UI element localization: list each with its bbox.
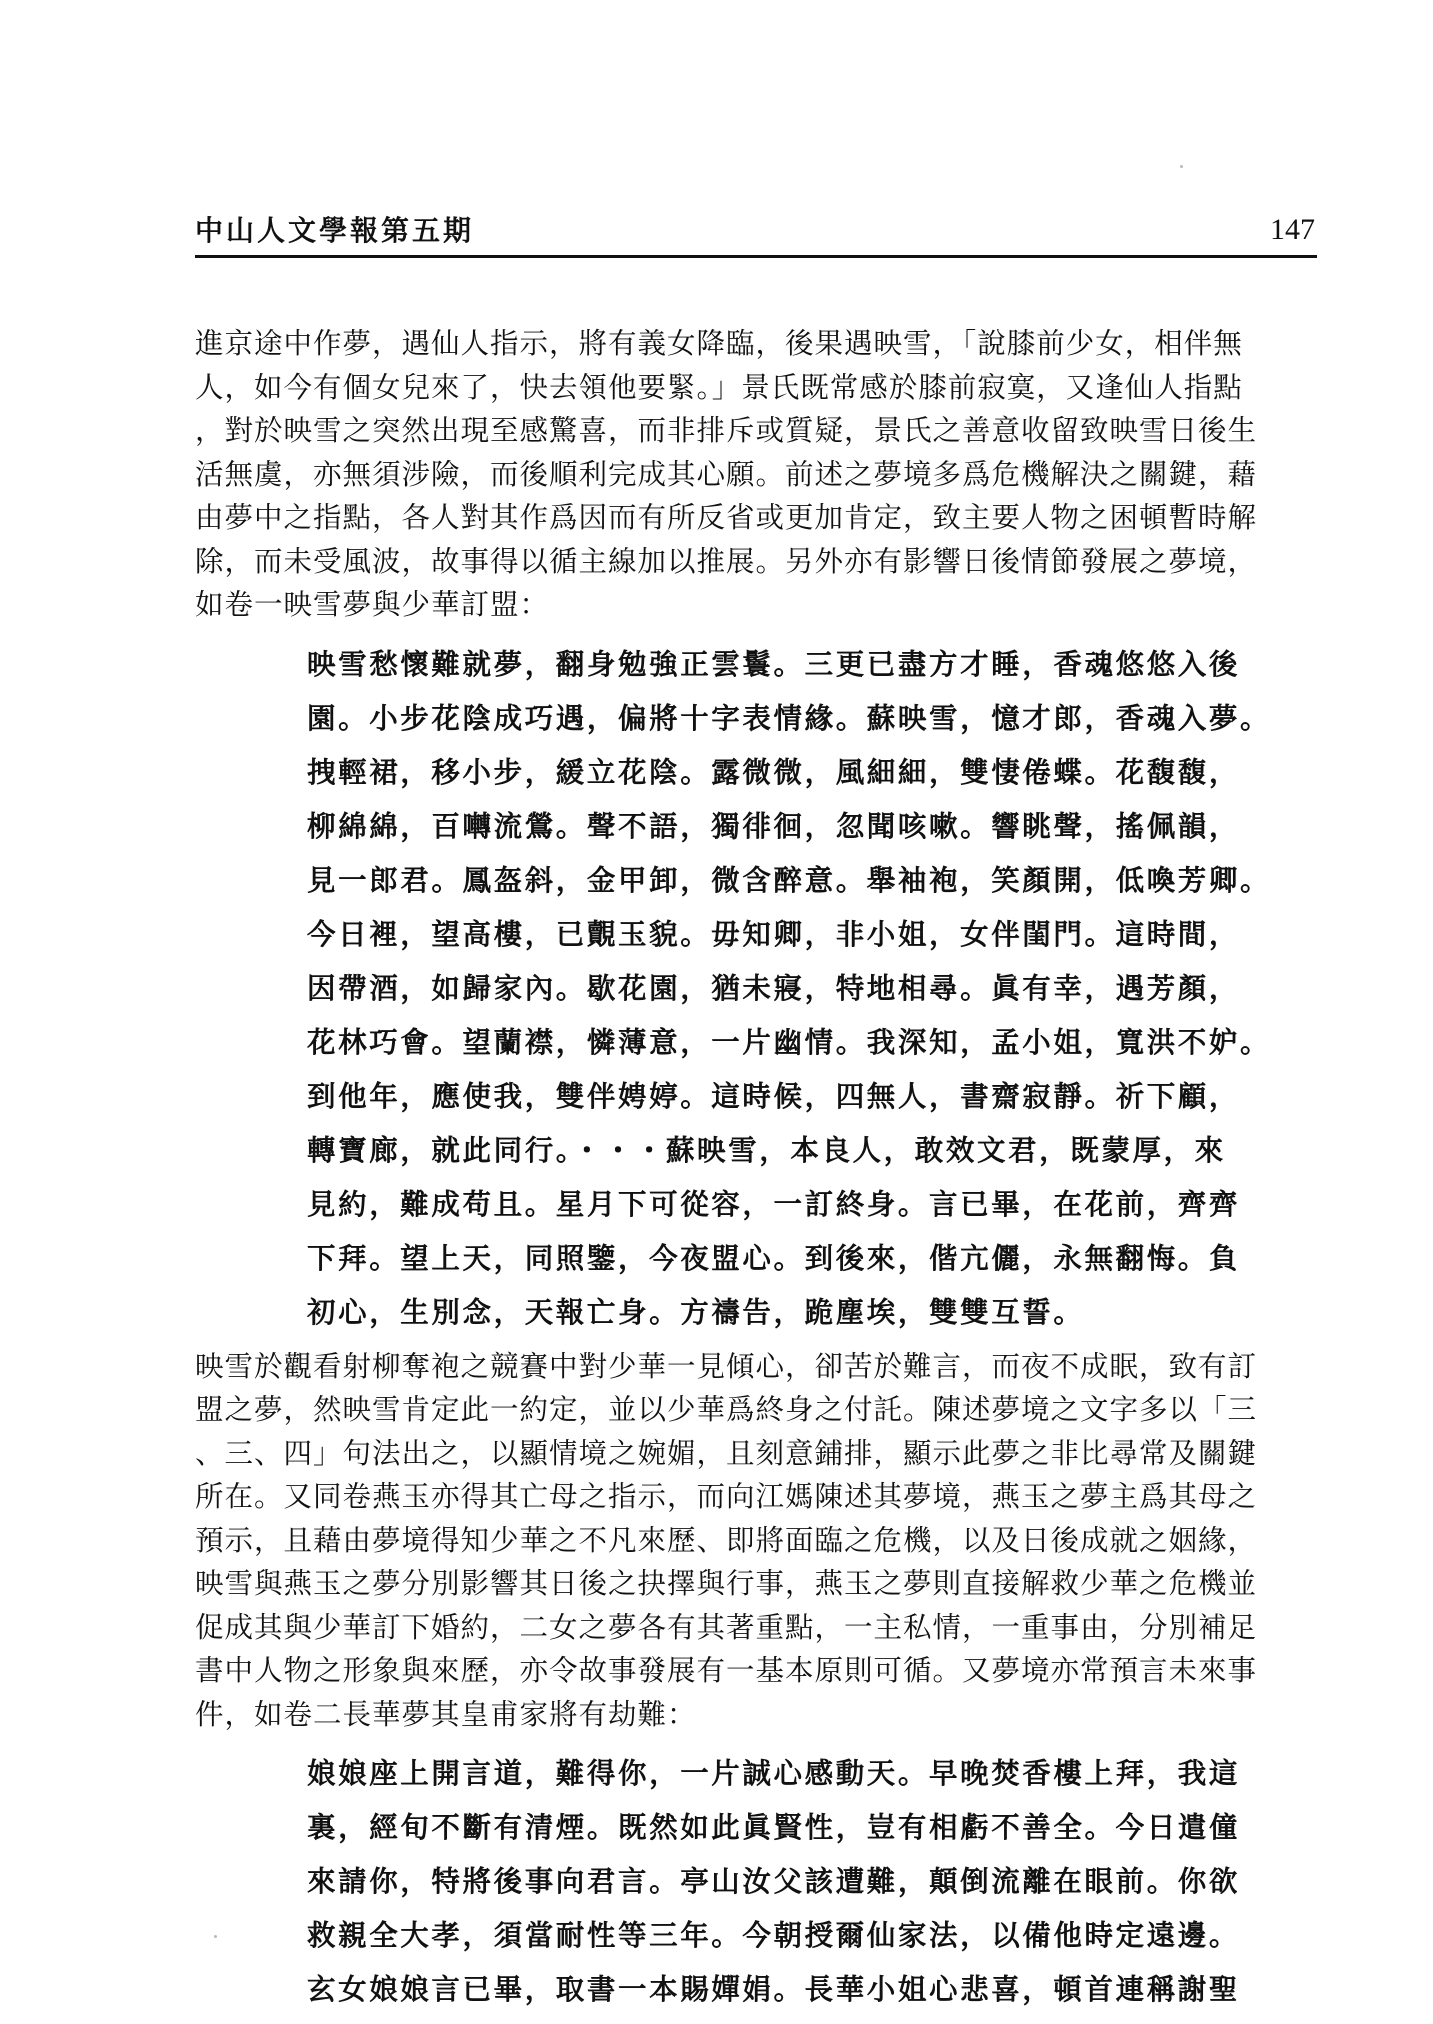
- quote-line: 初心，生別念，天報亡身。方禱告，跪塵埃，雙雙互誓。: [307, 1294, 1085, 1329]
- quote-line: 因帶酒，如歸家內。歇花園，猶未寢，特地相尋。眞有幸，遇芳顏，: [307, 970, 1241, 1005]
- quote-line: 拽輕裙，移小步，緩立花陰。露微微，風細細，雙悽倦蝶。花馥馥，: [307, 754, 1241, 789]
- header-rule: [195, 255, 1317, 258]
- quote-line: 裏，經旬不斷有清煙。既然如此眞賢性，豈有相虧不善全。今日遣僮: [307, 1810, 1241, 1844]
- text-line: 由夢中之指點，各人對其作爲因而有所反省或更加肯定，致主要人物之困頓暫時解: [195, 501, 1258, 534]
- paragraph-1: [195, 322, 1325, 627]
- text-line: 預示，且藉由夢境得知少華之不凡來歷、即將面臨之危機，以及日後成就之姻緣，: [195, 1523, 1258, 1557]
- quote-line: 見約，難成苟且。星月下可從容，一訂終身。言已畢，在花前，齊齊: [307, 1186, 1241, 1221]
- text-line: 件，如卷二長華夢其皇甫家將有劫難：: [195, 1697, 697, 1731]
- text-line: 映雪於觀看射柳奪袍之競賽中對少華一見傾心，卻苦於難言，而夜不成眠，致有訂: [195, 1349, 1258, 1383]
- text-line: 如卷一映雪夢與少華訂盟：: [195, 588, 550, 621]
- quote-line: 下拜。望上天，同照鑒，今夜盟心。到後來，偕亢儷，永無翻悔。負: [307, 1240, 1241, 1275]
- quote-line: 救親全大孝，須當耐性等三年。今朝授爾仙家法，以備他時定遠邊。: [307, 1918, 1241, 1952]
- text-line: 人，如今有個女兒來了，快去領他要緊。」景氏既常感於膝前寂寞，又逢仙人指點: [195, 370, 1243, 404]
- text-line: 活無虞，亦無須涉險，而後順利完成其心願。前述之夢境多爲危機解決之關鍵，藉: [195, 457, 1258, 491]
- quote-line: 轉寶廊，就此同行。・・・蘇映雪，本良人，敢效文君，既蒙厚，來: [307, 1132, 1226, 1167]
- block-quote-1: [195, 637, 1325, 1339]
- page-number: 147: [1270, 213, 1315, 246]
- quote-line: 娘娘座上開言道，難得你，一片誠心感動天。早晚焚香樓上拜，我這: [307, 1756, 1241, 1790]
- text-line: 進京途中作夢，遇仙人指示，將有義女降臨，後果遇映雪，「說膝前少女，相伴無: [195, 327, 1243, 360]
- quote-line: 映雪愁懷難就夢，翻身勉強正雲鬟。三更已盡方才睡，香魂悠悠入後: [307, 646, 1241, 681]
- quote-line: 今日裡，望高樓，已覿玉貌。毋知卿，非小姐，女伴閨門。這時間，: [307, 916, 1241, 951]
- text-line: 、三、四」句法出之，以顯情境之婉媚，且刻意鋪排，顯示此夢之非比尋常及關鍵: [195, 1436, 1258, 1470]
- text-line: 促成其與少華訂下婚約，二女之夢各有其著重點，一主私情，一重事由，分別補足: [195, 1610, 1258, 1644]
- body-text: [195, 322, 1325, 2022]
- scan-speck: [214, 1935, 217, 1938]
- quote-line: 見一郎君。鳳盔斜，金甲卸，微含醉意。舉袖袍，笑顏開，低喚芳卿。: [307, 862, 1272, 897]
- quote-line: 柳綿綿，百囀流鶯。聲不語，獨徘徊，忽聞咳嗽。響眺聲，搖佩韻，: [307, 808, 1241, 843]
- text-line: ，對於映雪之突然出現至感驚喜，而非排斥或質疑，景氏之善意收留致映雪日後生: [195, 414, 1258, 447]
- quote-line: 到他年，應使我，雙伴娉婷。這時候，四無人，書齋寂靜。祈下顧，: [307, 1078, 1241, 1113]
- quote-line: 園。小步花陰成巧遇，偏將十字表情緣。蘇映雪，憶才郎，香魂入夢。: [307, 700, 1272, 735]
- text-line: 除，而未受風波，故事得以循主線加以推展。另外亦有影響日後情節發展之夢境，: [195, 544, 1258, 578]
- scan-speck: [1180, 165, 1183, 168]
- text-line: 書中人物之形象與來歷，亦令故事發展有一基本原則可循。又夢境亦常預言未來事: [195, 1654, 1258, 1687]
- text-line: 盟之夢，然映雪肯定此一約定，並以少華爲終身之付託。陳述夢境之文字多以「三: [195, 1393, 1258, 1426]
- paragraph-2: [195, 1345, 1325, 1737]
- text-line: 所在。又同卷燕玉亦得其亡母之指示，而向江媽陳述其夢境，燕玉之夢主爲其母之: [195, 1480, 1258, 1513]
- page-header: [195, 205, 1315, 257]
- quote-line: 花林巧會。望蘭襟，憐薄意，一片幽情。我深知，孟小姐，寬洪不妒。: [307, 1024, 1272, 1059]
- quote-line: 玄女娘娘言已畢，取書一本賜嬋娟。長華小姐心悲喜，頓首連稱謝聖: [307, 1972, 1241, 2006]
- text-line: 映雪與燕玉之夢分別影響其日後之抉擇與行事，燕玉之夢則直接解救少華之危機並: [195, 1567, 1258, 1600]
- quote-line: 來請你，特將後事向君言。亭山汝父該遭難，顛倒流離在眼前。你欲: [307, 1864, 1241, 1898]
- block-quote-2: [195, 1746, 1325, 2016]
- journal-title: 中山人文學報第五期: [195, 214, 475, 247]
